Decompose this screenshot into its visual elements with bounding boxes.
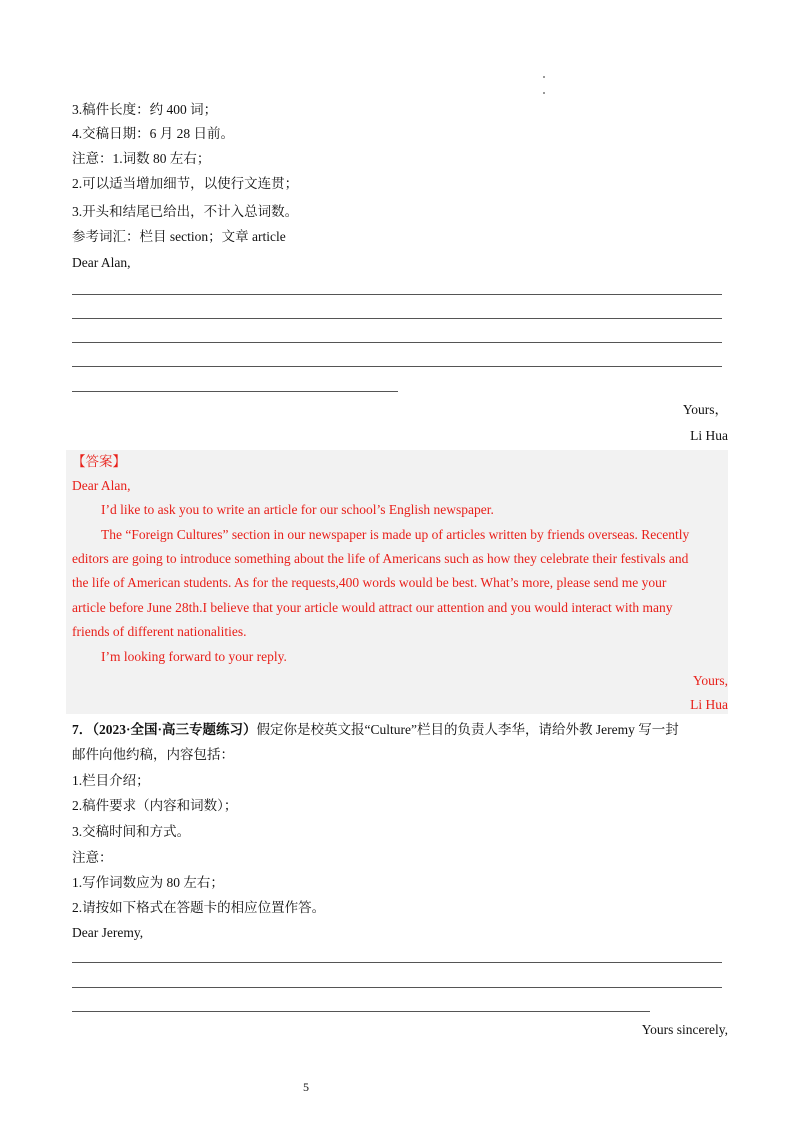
closing-yours-sincerely: Yours sincerely, (641, 1022, 728, 1037)
salutation: Dear Alan, (72, 255, 131, 270)
question-7-line1 (72, 721, 679, 739)
question-number: 7．（2023·全国·高三专题练习） (72, 722, 257, 737)
text-line: 2.可以适当增加细节，以使行文连贯； (72, 176, 299, 191)
writing-line[interactable] (72, 987, 722, 988)
answer-yours: Yours, (692, 673, 728, 688)
text-line: 注意：1.词数 80 左右； (72, 151, 211, 166)
mark-dot (543, 76, 545, 78)
text-line: 1.栏目介绍； (72, 773, 150, 788)
answer-paragraph: friends of different nationalities. (72, 624, 247, 639)
answer-paragraph: the life of American students. As for the requests,400 words would be best. What’s more, please send me your (72, 575, 667, 590)
writing-line[interactable] (72, 962, 722, 963)
text-line: 2.稿件要求（内容和词数）； (72, 798, 238, 813)
writing-line[interactable] (72, 1011, 650, 1012)
answer-paragraph: editors are going to introduce something about the life of Americans such as how they celebrate their festivals and (72, 551, 689, 566)
writing-line[interactable] (72, 366, 722, 367)
text-line: 1.写作词数应为 80 左右； (72, 875, 224, 890)
mark-dot (543, 92, 545, 94)
text-line: 3.交稿时间和方式。 (72, 824, 191, 839)
text-line: 4.交稿日期：6 月 28 日前。 (72, 126, 234, 141)
question-prompt-cont: 邮件向他约稿，内容包括： (72, 747, 234, 762)
text-line: 3.开头和结尾已给出，不计入总词数。 (72, 204, 299, 219)
answer-paragraph: The “Foreign Cultures” section in our newspaper is made up of articles written by friends overseas. Recently (101, 527, 690, 542)
writing-line[interactable] (72, 318, 722, 319)
text-line: 注意： (72, 850, 113, 865)
text-line: 2.请按如下格式在答题卡的相应位置作答。 (72, 900, 326, 915)
answer-paragraph: article before June 28th.I believe that your article would attract our attention and you would interact with many (72, 600, 673, 615)
text-line: 3.稿件长度：约 400 词； (72, 102, 218, 117)
page-number: 5 (303, 1080, 309, 1094)
salutation: Dear Jeremy, (72, 925, 144, 940)
closing-name: Li Hua (690, 428, 728, 443)
answer-paragraph: I’m looking forward to your reply. (101, 649, 287, 664)
writing-line[interactable] (72, 294, 722, 295)
answer-paragraph: I’d like to ask you to write an article for our school’s English newspaper. (101, 502, 494, 517)
closing-yours: Yours， (682, 402, 728, 417)
answer-tag: 【答案】 (72, 454, 126, 469)
text-line: 参考词汇：栏目 section；文章 article (72, 229, 286, 244)
answer-greeting: Dear Alan, (72, 478, 131, 493)
writing-line[interactable] (72, 342, 722, 343)
writing-line[interactable] (72, 391, 398, 392)
answer-name: Li Hua (690, 697, 728, 712)
question-prompt: 假定你是校英文报“Culture”栏目的负责人李华，请给外教 Jeremy 写一封 (256, 722, 679, 737)
